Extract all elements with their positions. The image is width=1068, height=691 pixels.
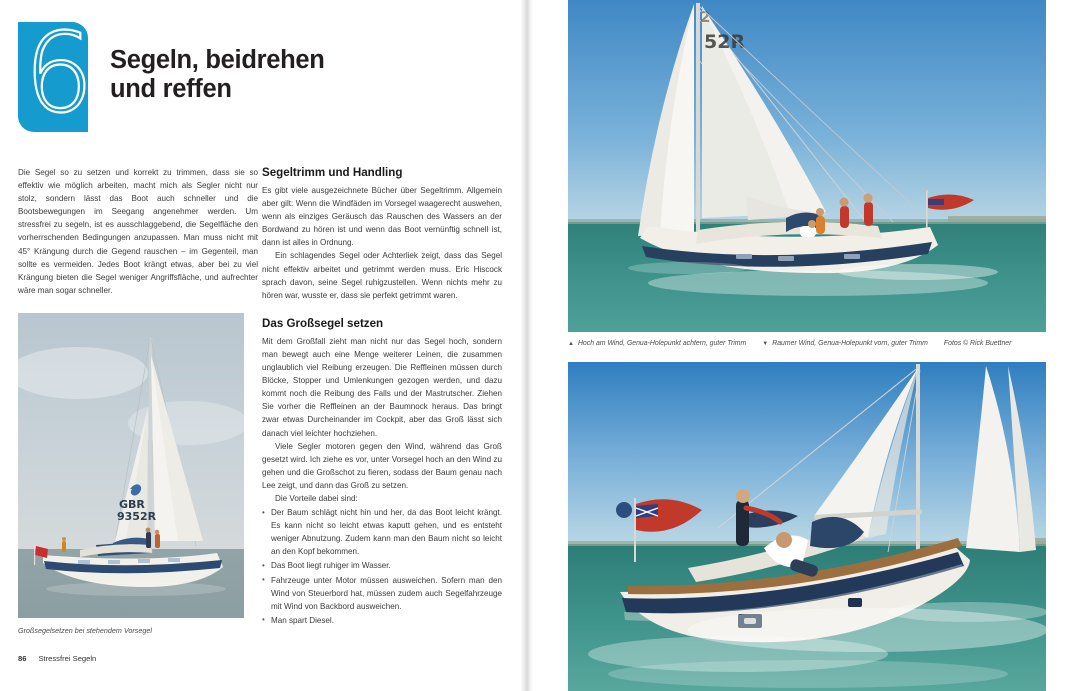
paragraph: Ein schlagendes Segel oder Achterliek zeigt, dass das Segel nicht effektiv arbeitet und getrimmt werden muss. Eric Hiscock sprach davon, seine Segel ruhigzustellen. Wenn nichts mehr zu hören war, wusste er, dass sie perfekt getrimmt waren.: [262, 251, 502, 300]
page-number: 86: [18, 654, 27, 663]
chapter-title-line1: Segeln, beidrehen: [110, 46, 325, 74]
photo-illustration: [18, 313, 244, 618]
text-column-middle: [262, 166, 502, 627]
caption-bottom-text: Raumer Wind, Genua-Holepunkt vorn, guter Trimm: [772, 340, 928, 347]
svg-text:52R: 52R: [704, 31, 746, 53]
intro-paragraph: Die Segel so zu setzen und korrekt zu trimmen, dass sie so effektiv wie möglich arbeiten, macht mich als Segler nicht nur stolz, sondern lässt das Boot auch schneller und die Bootsbewegungen im Seegang angenehmer werden. Um stressfrei zu segeln, ist es ausschlaggebend, die Segelfläche den vorherrschenden Bedingungen anzupassen. Man muss nicht mit 45° Krängung durch die Gegend rauschen – im Gegenteil, man sollte es vermeiden. Jedes Boot krängt etwas, aber bei zu viel Krängung bieten die Segel weniger Angriffsfläche, und aufrechter wäre man sogar schneller.: [18, 168, 258, 295]
left-page: [0, 0, 520, 691]
page-footer: [18, 654, 96, 663]
page-title: [110, 46, 325, 104]
text-column-left: [18, 166, 258, 297]
chapter-title-line2: und reffen: [110, 75, 232, 103]
photo-illustration: [568, 362, 1046, 691]
svg-text:9352R: 9352R: [117, 510, 157, 523]
list-item: • Das Boot liegt ruhiger im Wasser.: [262, 559, 502, 572]
paragraph: Viele Segler motoren gegen den Wind, während das Groß gesetzt wird. Ich ziehe es vor, unter Vorsegel hoch an den Wind zu gehen und die Großschot zu fieren, sodass der Baum genau nach Lee zeigt, und dann das Groß zu setzen.: [262, 441, 502, 490]
chapter-number-badge: [18, 9, 94, 137]
advantages-list: [262, 506, 502, 627]
photo-sailboat-headsail-only: [18, 313, 244, 618]
svg-text:GBR: GBR: [119, 498, 145, 511]
triangle-up-icon: ▲: [568, 340, 574, 347]
section-heading-grosssegel: Das Großsegel setzen: [262, 316, 384, 330]
caption-top-text: Hoch am Wind, Genua-Holepunkt achtern, guter Trimm: [577, 340, 747, 347]
paragraph: Mit dem Großfall zieht man nicht nur das Segel hoch, sondern man bewegt auch eine Menge weiterer Leinen, die zusammen unglaublich viel Reibung erzeugen. Die Reffleinen müssen durch Blöcke, Stopper und Umlenkungen gezogen werden, und dazu kommt noch die Reibung des Falls und der Mastrutscher. Ziehen Sie vorher die Reffleinen an der Baumnock heraus. Das bringt zwar etwas Durcheinander im Cockpit, aber das Groß lässt sich danach viel leichter hochziehen.: [262, 336, 502, 438]
photo-caption-left: Großsegelsetzen bei stehendem Vorsegel: [18, 626, 152, 635]
paragraph: Die Vorteile dabei sind:: [275, 493, 358, 503]
page-gutter: [520, 0, 533, 691]
chapter-number: 6: [24, 9, 94, 137]
photo-caption-right: [568, 340, 1046, 347]
svg-text:2: 2: [700, 8, 711, 26]
paragraph: Es gibt viele ausgezeichnete Bücher über Segeltrimm. Allgemein aber gilt: Wenn die Windfäden im Vorsegel waagerecht auswehen, wenn als einziges Geräusch das Rauschen des Wassers an der Bordwand zu hören ist und wenn das Boot vernünftig schnell ist, dann ist alles in Ordnung.: [262, 186, 502, 248]
right-page: [533, 0, 1068, 691]
photo-sailboat-broad-reach: [568, 362, 1046, 691]
photo-sailboat-close-hauled: [568, 0, 1046, 332]
list-item: • Man spart Diesel.: [262, 614, 502, 627]
triangle-down-icon: ▼: [762, 340, 769, 347]
list-item: • Fahrzeuge unter Motor müssen ausweichen. Sofern man den Wind von Steuerbord hat, müssen zudem auch Segelfahrzeuge mit Wind von Backbord ausweichen.: [262, 574, 502, 613]
section-heading-segeltrimm: Segeltrimm und Handling: [262, 166, 403, 179]
book-title: Stressfrei Segeln: [38, 654, 97, 663]
chapter-header: [18, 9, 325, 137]
list-item: • Der Baum schlägt nicht hin und her, da das Boot leicht krängt. Es kann nicht so leicht etwas kaputt gehen, und es entsteht weniger Abnutzung. Zudem kann man den Baum nicht so leicht an den Kopf bekommen.: [262, 506, 502, 558]
photo-illustration: [568, 0, 1046, 332]
photo-credit: Fotos © Rick Buettner: [943, 340, 1012, 347]
